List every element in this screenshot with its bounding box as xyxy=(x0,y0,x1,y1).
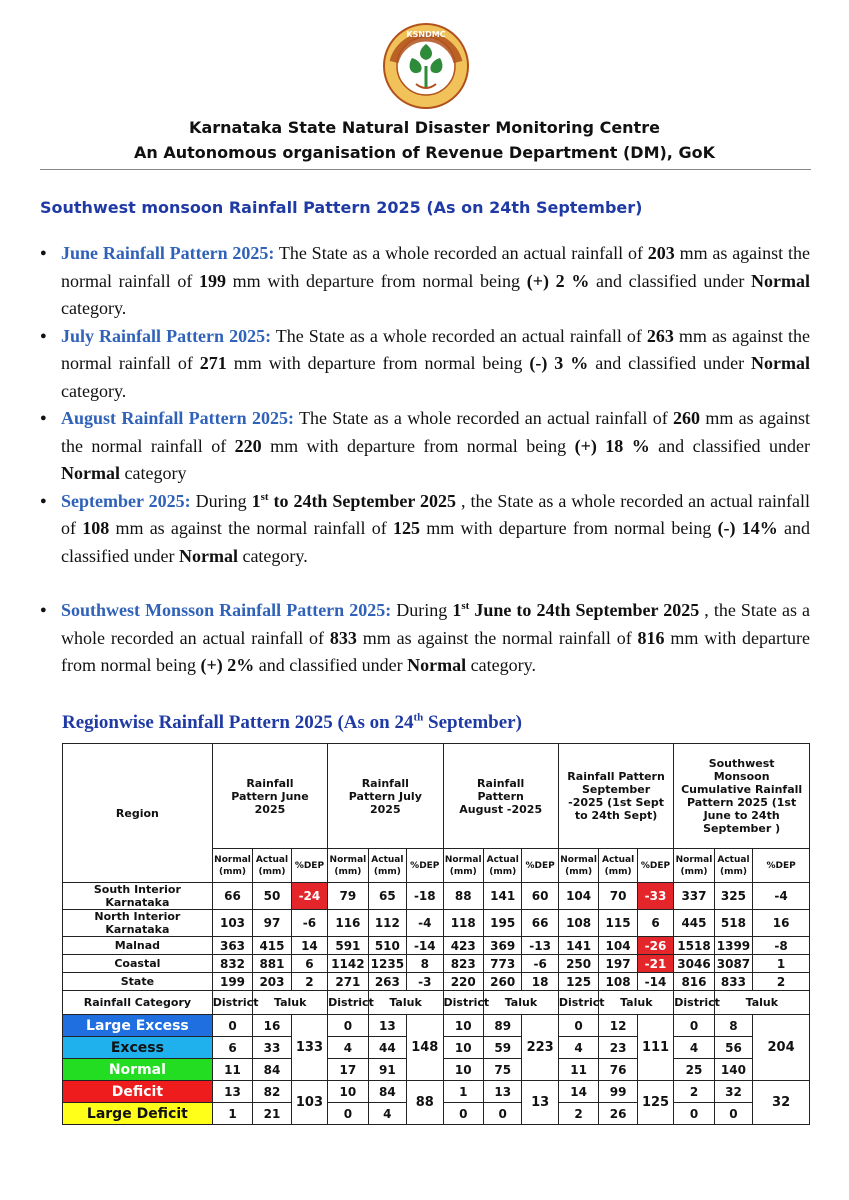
table-cell: 60 xyxy=(522,883,558,910)
table-cell: -21 xyxy=(637,955,673,973)
table-cell: 1399 xyxy=(714,937,752,955)
table-row xyxy=(63,883,810,910)
table-cell: 832 xyxy=(212,955,252,973)
taluk-count: 82 xyxy=(253,1081,291,1103)
category-label: Normal xyxy=(63,1059,213,1081)
district-header: District xyxy=(558,991,598,1015)
table-cell: -3 xyxy=(407,973,443,991)
taluk-total-lower: 103 xyxy=(291,1081,327,1125)
district-count: 4 xyxy=(328,1037,368,1059)
table-cell: 141 xyxy=(558,937,598,955)
taluk-total-upper: 133 xyxy=(291,1015,327,1081)
taluk-count: 75 xyxy=(483,1059,521,1081)
taluk-total-lower: 88 xyxy=(407,1081,443,1125)
taluk-total-upper: 223 xyxy=(522,1015,558,1081)
table-cell: 325 xyxy=(714,883,752,910)
table-cell: 833 xyxy=(714,973,752,991)
district-count: 0 xyxy=(443,1103,483,1125)
table-cell: 445 xyxy=(674,910,714,937)
dep-header: %DEP xyxy=(291,849,327,883)
taluk-count: 99 xyxy=(599,1081,637,1103)
normal-mm-header: Normal (mm) xyxy=(212,849,252,883)
taluk-total-lower: 125 xyxy=(637,1081,673,1125)
taluk-header: Taluk xyxy=(253,991,328,1015)
dep-header: %DEP xyxy=(407,849,443,883)
actual-mm-header: Actual (mm) xyxy=(483,849,521,883)
table-cell: 337 xyxy=(674,883,714,910)
taluk-count: 4 xyxy=(368,1103,406,1125)
district-count: 0 xyxy=(328,1015,368,1037)
ksndmc-logo xyxy=(382,22,470,110)
district-count: 6 xyxy=(212,1037,252,1059)
taluk-header: Taluk xyxy=(714,991,809,1015)
cumulative-header: Southwest Monsoon Cumulative Rainfall Pattern 2025 (1st June to 24th September ) xyxy=(674,744,810,849)
taluk-count: 0 xyxy=(483,1103,521,1125)
district-count: 0 xyxy=(674,1103,714,1125)
table-cell: 518 xyxy=(714,910,752,937)
table-cell: 108 xyxy=(599,973,637,991)
district-count: 10 xyxy=(443,1015,483,1037)
table-cell: 816 xyxy=(674,973,714,991)
august-summary: ● August Rainfall Pattern 2025: The State as a whole recorded an actual rainfall of 260 mm as against the normal rainfall of 220 mm with departure from normal being (+) 18 % and classified under Normal category xyxy=(40,405,810,488)
taluk-count: 33 xyxy=(253,1037,291,1059)
august-header: Rainfall Pattern August -2025 xyxy=(443,744,558,849)
dep-header: %DEP xyxy=(637,849,673,883)
taluk-count: 21 xyxy=(253,1103,291,1125)
district-count: 14 xyxy=(558,1081,598,1103)
district-count: 11 xyxy=(212,1059,252,1081)
taluk-count: 76 xyxy=(599,1059,637,1081)
table-cell: 6 xyxy=(291,955,327,973)
district-header: District xyxy=(674,991,714,1015)
table-cell: -14 xyxy=(407,937,443,955)
table-cell: -6 xyxy=(522,955,558,973)
taluk-count: 23 xyxy=(599,1037,637,1059)
table-cell: 116 xyxy=(328,910,368,937)
taluk-count: 12 xyxy=(599,1015,637,1037)
table-cell: 104 xyxy=(558,883,598,910)
rainfall-summary-list xyxy=(40,240,810,680)
district-count: 1 xyxy=(443,1081,483,1103)
logo-text: KSNDMC xyxy=(406,30,446,39)
actual-mm-header: Actual (mm) xyxy=(599,849,637,883)
table-row xyxy=(63,937,810,955)
june-header: Rainfall Pattern June 2025 xyxy=(212,744,327,849)
district-header: District xyxy=(443,991,483,1015)
july-summary: ● July Rainfall Pattern 2025: The State as a whole recorded an actual rainfall of 263 mm as against the normal rainfall of 271 mm with departure from normal being (-) 3 % and classified under Normal category. xyxy=(40,323,810,406)
normal-mm-header: Normal (mm) xyxy=(443,849,483,883)
category-label: Excess xyxy=(63,1037,213,1059)
table-cell: 97 xyxy=(253,910,291,937)
district-count: 13 xyxy=(212,1081,252,1103)
table-cell: 195 xyxy=(483,910,521,937)
table-cell: 369 xyxy=(483,937,521,955)
table-cell: 2 xyxy=(753,973,810,991)
district-count: 10 xyxy=(328,1081,368,1103)
org-subtitle: An Autonomous organisation of Revenue Department (DM), GoK xyxy=(134,143,715,162)
taluk-total-upper: 111 xyxy=(637,1015,673,1081)
table-cell: 16 xyxy=(753,910,810,937)
district-count: 11 xyxy=(558,1059,598,1081)
district-count: 4 xyxy=(674,1037,714,1059)
district-count: 10 xyxy=(443,1037,483,1059)
actual-mm-header: Actual (mm) xyxy=(714,849,752,883)
southwest-monsoon-summary: ● Southwest Monsson Rainfall Pattern 2025: During 1st June to 24th September 2025 , the State as a whole recorded an actual rainfall of 833 mm as against the normal rainfall of 816 mm with departure from normal being (+) 2% and classified under Normal category. xyxy=(40,597,810,680)
table-cell: -8 xyxy=(753,937,810,955)
table-cell: -14 xyxy=(637,973,673,991)
table-cell: 1235 xyxy=(368,955,406,973)
table-cell: 197 xyxy=(599,955,637,973)
table-cell: 70 xyxy=(599,883,637,910)
district-count: 25 xyxy=(674,1059,714,1081)
region-header: Region xyxy=(63,744,213,883)
table-cell: 203 xyxy=(253,973,291,991)
district-count: 17 xyxy=(328,1059,368,1081)
district-count: 4 xyxy=(558,1037,598,1059)
table-cell: 14 xyxy=(291,937,327,955)
table-cell: -33 xyxy=(637,883,673,910)
table-cell: 2 xyxy=(291,973,327,991)
table-cell: 881 xyxy=(253,955,291,973)
september-summary: ● September 2025: During 1st to 24th September 2025 , the State as a whole recorded an actual rainfall of 108 mm as against the normal rainfall of 125 mm with departure from normal being (-) 14% and classified under Normal category. xyxy=(40,488,810,571)
table-cell: -26 xyxy=(637,937,673,955)
dep-header: %DEP xyxy=(522,849,558,883)
table-cell: -4 xyxy=(407,910,443,937)
page-title: Southwest monsoon Rainfall Pattern 2025 (As on 24th September) xyxy=(40,198,643,217)
table-cell: 3046 xyxy=(674,955,714,973)
table-cell: 8 xyxy=(407,955,443,973)
table-cell: 115 xyxy=(599,910,637,937)
taluk-count: 59 xyxy=(483,1037,521,1059)
taluk-total-lower: 32 xyxy=(753,1081,810,1125)
table-cell: 773 xyxy=(483,955,521,973)
taluk-count: 140 xyxy=(714,1059,752,1081)
district-count: 2 xyxy=(558,1103,598,1125)
taluk-count: 56 xyxy=(714,1037,752,1059)
category-label: Large Excess xyxy=(63,1015,213,1037)
table-cell: 260 xyxy=(483,973,521,991)
table-cell: 125 xyxy=(558,973,598,991)
taluk-header: Taluk xyxy=(368,991,443,1015)
taluk-total-lower: 13 xyxy=(522,1081,558,1125)
bullet-icon: ● xyxy=(40,412,47,424)
taluk-count: 84 xyxy=(253,1059,291,1081)
taluk-count: 91 xyxy=(368,1059,406,1081)
table-row xyxy=(63,955,810,973)
taluk-count: 32 xyxy=(714,1081,752,1103)
district-count: 0 xyxy=(328,1103,368,1125)
table-cell: 263 xyxy=(368,973,406,991)
taluk-header: Taluk xyxy=(483,991,558,1015)
taluk-count: 16 xyxy=(253,1015,291,1037)
actual-mm-header: Actual (mm) xyxy=(368,849,406,883)
table-cell: 271 xyxy=(328,973,368,991)
dep-header: %DEP xyxy=(753,849,810,883)
region-name: North Interior Karnataka xyxy=(63,910,213,937)
table-cell: 112 xyxy=(368,910,406,937)
region-table-title: Regionwise Rainfall Pattern 2025 (As on 24th September) xyxy=(62,711,522,733)
taluk-count: 13 xyxy=(368,1015,406,1037)
district-count: 0 xyxy=(674,1015,714,1037)
district-count: 10 xyxy=(443,1059,483,1081)
table-cell: 108 xyxy=(558,910,598,937)
category-label: Deficit xyxy=(63,1081,213,1103)
district-count: 0 xyxy=(212,1015,252,1037)
table-cell: 423 xyxy=(443,937,483,955)
table-cell: -13 xyxy=(522,937,558,955)
table-cell: 363 xyxy=(212,937,252,955)
region-name: State xyxy=(63,973,213,991)
table-cell: 1142 xyxy=(328,955,368,973)
taluk-count: 8 xyxy=(714,1015,752,1037)
table-cell: -4 xyxy=(753,883,810,910)
table-cell: -24 xyxy=(291,883,327,910)
bullet-icon: ● xyxy=(40,329,47,342)
table-cell: 141 xyxy=(483,883,521,910)
taluk-total-upper: 148 xyxy=(407,1015,443,1081)
district-header: District xyxy=(328,991,368,1015)
table-cell: 103 xyxy=(212,910,252,937)
table-cell: 66 xyxy=(212,883,252,910)
table-cell: 104 xyxy=(599,937,637,955)
table-cell: 118 xyxy=(443,910,483,937)
table-cell: 18 xyxy=(522,973,558,991)
normal-mm-header: Normal (mm) xyxy=(674,849,714,883)
normal-mm-header: Normal (mm) xyxy=(558,849,598,883)
region-name: Malnad xyxy=(63,937,213,955)
table-cell: 415 xyxy=(253,937,291,955)
taluk-count: 84 xyxy=(368,1081,406,1103)
table-row xyxy=(63,973,810,991)
taluk-count: 26 xyxy=(599,1103,637,1125)
table-cell: 1 xyxy=(753,955,810,973)
region-name: South Interior Karnataka xyxy=(63,883,213,910)
header-divider xyxy=(40,169,811,170)
taluk-count: 13 xyxy=(483,1081,521,1103)
table-cell: 65 xyxy=(368,883,406,910)
table-cell: -6 xyxy=(291,910,327,937)
table-cell: 199 xyxy=(212,973,252,991)
taluk-count: 44 xyxy=(368,1037,406,1059)
table-cell: 79 xyxy=(328,883,368,910)
table-row xyxy=(63,910,810,937)
table-cell: 88 xyxy=(443,883,483,910)
taluk-header: Taluk xyxy=(599,991,674,1015)
table-cell: 823 xyxy=(443,955,483,973)
table-cell: 510 xyxy=(368,937,406,955)
category-row xyxy=(63,1081,810,1103)
taluk-total-upper: 204 xyxy=(753,1015,810,1081)
table-cell: 66 xyxy=(522,910,558,937)
table-cell: 250 xyxy=(558,955,598,973)
region-name: Coastal xyxy=(63,955,213,973)
actual-mm-header: Actual (mm) xyxy=(253,849,291,883)
taluk-count: 89 xyxy=(483,1015,521,1037)
category-label: Large Deficit xyxy=(63,1103,213,1125)
july-header: Rainfall Pattern July 2025 xyxy=(328,744,443,849)
district-count: 1 xyxy=(212,1103,252,1125)
table-cell: 50 xyxy=(253,883,291,910)
district-count: 0 xyxy=(558,1015,598,1037)
bullet-icon: ● xyxy=(40,247,47,259)
table-cell: 3087 xyxy=(714,955,752,973)
category-row xyxy=(63,1015,810,1037)
bullet-icon: ● xyxy=(40,604,47,616)
table-cell: 6 xyxy=(637,910,673,937)
september-header: Rainfall Pattern September -2025 (1st Sept to 24th Sept) xyxy=(558,744,673,849)
normal-mm-header: Normal (mm) xyxy=(328,849,368,883)
org-name: Karnataka State Natural Disaster Monitoring Centre xyxy=(189,118,660,137)
taluk-count: 0 xyxy=(714,1103,752,1125)
regionwise-rainfall-table xyxy=(62,743,810,1125)
district-count: 2 xyxy=(674,1081,714,1103)
table-cell: -18 xyxy=(407,883,443,910)
rainfall-category-header: Rainfall Category xyxy=(63,991,213,1015)
june-summary: ● June Rainfall Pattern 2025: The State as a whole recorded an actual rainfall of 203 mm as against the normal rainfall of 199 mm with departure from normal being (+) 2 % and classified under Normal category. xyxy=(40,240,810,323)
table-cell: 591 xyxy=(328,937,368,955)
table-cell: 220 xyxy=(443,973,483,991)
district-header: District xyxy=(212,991,252,1015)
bullet-icon: ● xyxy=(40,494,47,507)
table-cell: 1518 xyxy=(674,937,714,955)
